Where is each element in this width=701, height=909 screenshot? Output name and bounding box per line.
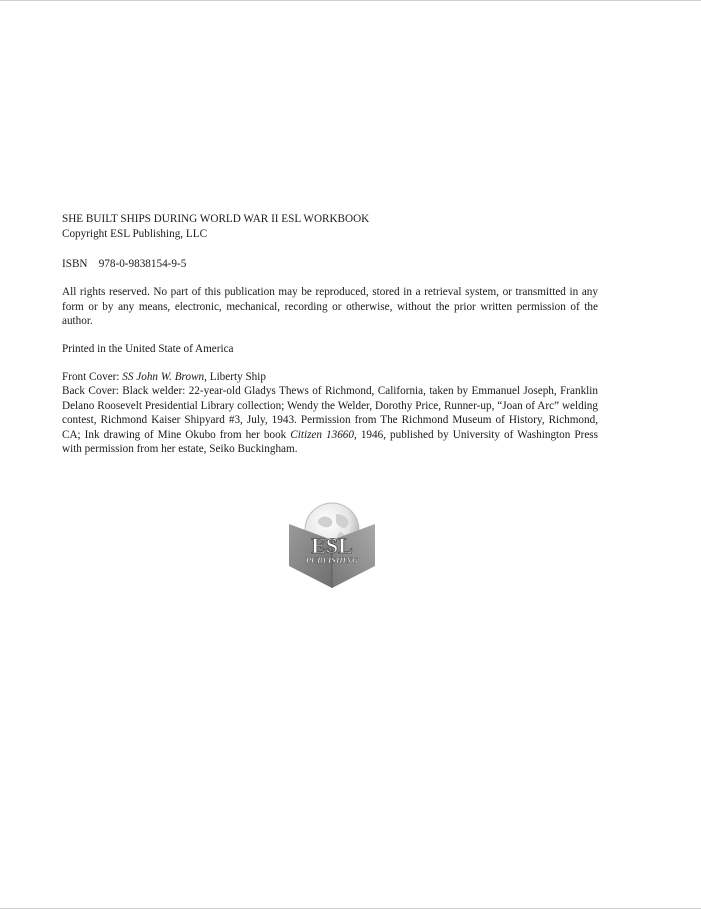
back-cover-book-title: Citizen 13660	[290, 428, 354, 441]
front-cover-rest: , Liberty Ship	[204, 371, 266, 383]
isbn-number: 978-0-9838154-9-5	[98, 258, 187, 270]
book-title: SHE BUILT SHIPS DURING WORLD WAR II ESL WORKBOOK	[62, 213, 370, 225]
front-cover-label: Front Cover:	[62, 371, 120, 383]
printed-line: Printed in the United State of America	[62, 343, 234, 355]
front-cover-ship: SS John W. Brown	[122, 371, 205, 383]
front-cover-credit	[62, 370, 598, 385]
back-cover-text: Back Cover: Black welder: 22-year-old Gladys Thews of Richmond, California, taken by Emmanuel Joseph, Franklin Delano Roosevelt Presidential Library collection; Wendy the Welder, Dorothy Price, Runner-up, “Joan of Arc” welding contest, Richmond Kaiser Shipyard #3, July, 1943. Permission from The Richmond Museum of History, Richmond, CA; Ink drawing of Mine Okubo from her book	[62, 385, 598, 441]
title-block	[62, 212, 598, 241]
isbn-label: ISBN	[62, 258, 88, 270]
back-cover-tail: , 1946, published by University of Washington Press with permission from her estate, Seiko Buckingham.	[62, 428, 599, 456]
rights-paragraph: All rights reserved. No part of this publication may be reproduced, stored in a retrieval system, or transmitted in any form or by any means, electronic, mechanical, recording or otherwise, without the prior written permission of the author.	[62, 286, 598, 328]
copyright-line: Copyright ESL Publishing, LLC	[62, 227, 208, 240]
esl-publishing-logo	[288, 500, 376, 590]
back-cover-credit	[62, 384, 598, 457]
isbn-line	[62, 257, 598, 272]
logo-sub-text: PUBLISHING	[305, 555, 359, 565]
logo-main-text: ESL	[311, 533, 353, 558]
